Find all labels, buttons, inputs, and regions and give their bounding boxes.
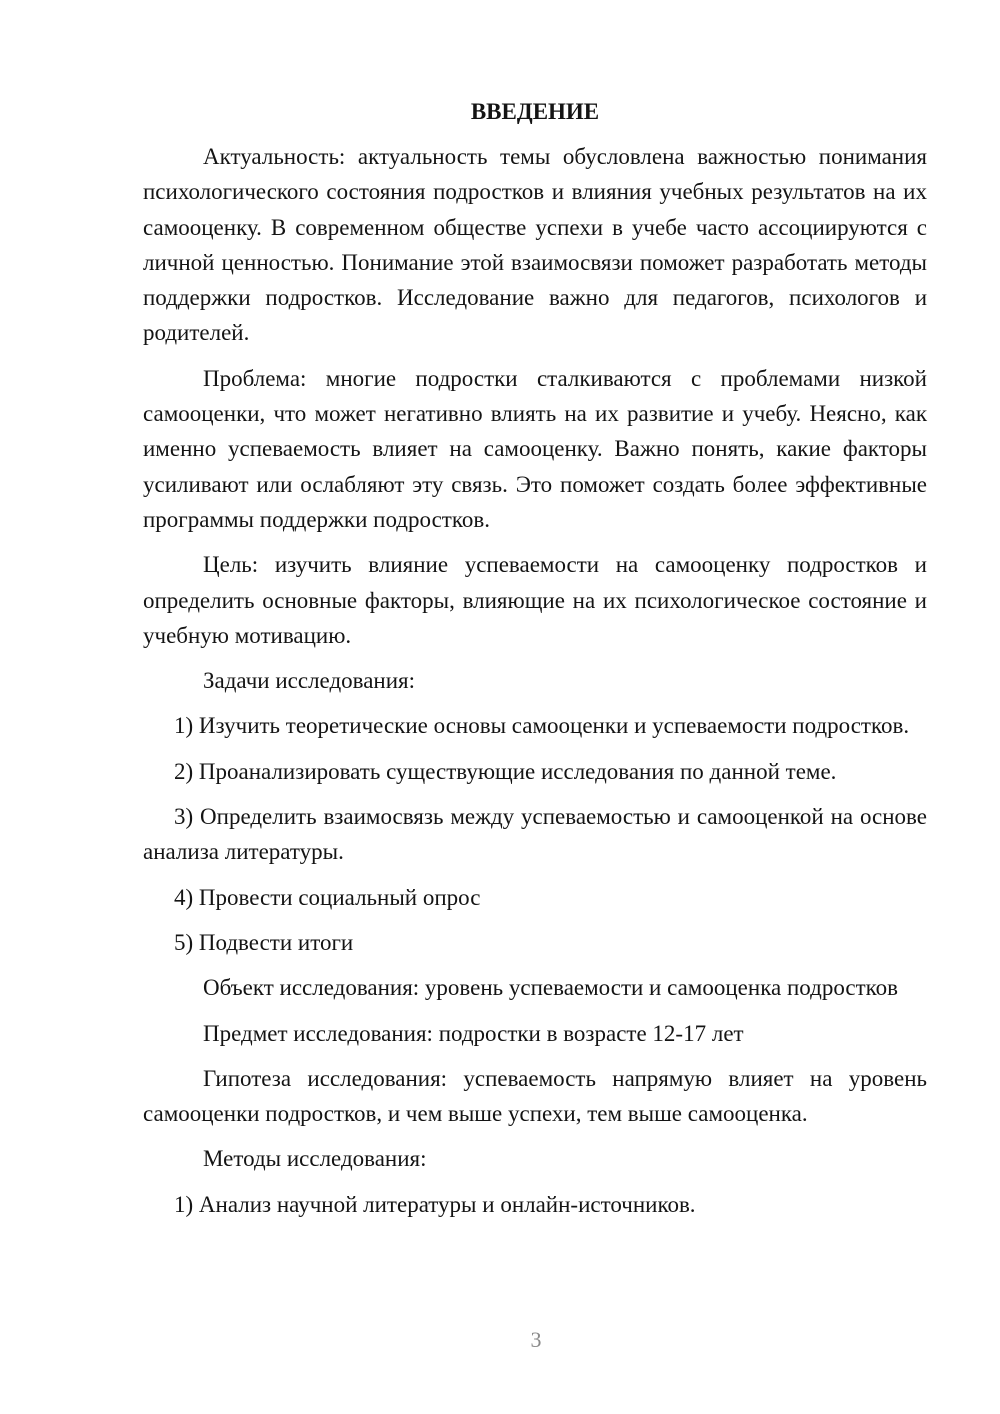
- tasks-title: Задачи исследования:: [203, 668, 416, 694]
- task-item-2: 2) Проанализировать существующие исследования по данной теме.: [174, 758, 837, 784]
- page-number: 3: [530, 1327, 542, 1352]
- subject-paragraph: Предмет исследования: подростки в возрасте 12-17 лет: [203, 1020, 744, 1046]
- methods-title: Методы исследования:: [203, 1146, 427, 1172]
- method-item-1: 1) Анализ научной литературы и онлайн-источников.: [174, 1191, 696, 1217]
- hypothesis-paragraph: Гипотеза исследования: успеваемость напрямую влияет на уровень самооценки подростков, и чем выше успехи, тем выше самооценка.: [143, 1065, 927, 1127]
- goal-paragraph: Цель: изучить влияние успеваемости на самооценку подростков и определить основные факторы, влияющие на их психологическое состояние и учебную мотивацию.: [143, 552, 927, 648]
- task-item-3: 3) Определить взаимосвязь между успеваемостью и самооценкой на основе анализа литературы.: [143, 804, 927, 865]
- problem-paragraph: Проблема: многие подростки сталкиваются с проблемами низкой самооценки, что может негативно влиять на их развитие и учебу. Неясно, как именно успеваемость влияет на самооценку. Важно понять, какие факторы усиливают или ослабляют эту связь. Это поможет создать более эффективные программы поддержки подростков.: [143, 365, 927, 532]
- object-paragraph: Объект исследования: уровень успеваемости и самооценка подростков: [203, 975, 899, 1001]
- task-item-5: 5) Подвести итоги: [174, 929, 354, 955]
- section-heading: ВВЕДЕНИЕ: [470, 99, 600, 124]
- page-content: [143, 94, 927, 1232]
- task-item-4: 4) Провести социальный опрос: [174, 884, 481, 910]
- task-item-1: 1) Изучить теоретические основы самооценки и успеваемости подростков.: [174, 713, 910, 739]
- relevance-paragraph: Актуальность: актуальность темы обусловлена важностью понимания психологического состояния подростков и влияния учебных результатов на их самооценку. В современном обществе успехи в учебе часто ассоциируются с личной ценностью. Понимание этой взаимосвязи поможет разработать методы поддержки подростков. Исследование важно для педагогов, психологов и родителей.: [143, 144, 927, 346]
